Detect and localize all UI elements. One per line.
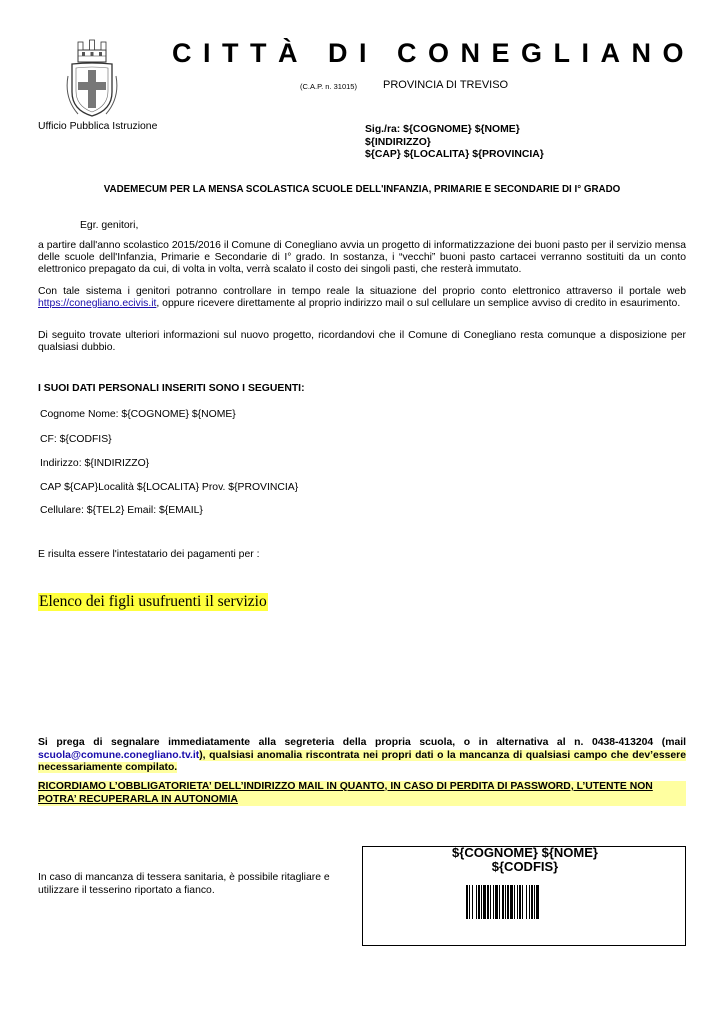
field-tax-code: CF: ${CODFIS} [40, 434, 112, 445]
info-paragraph: Di seguito trovate ulteriori informazioni sul nuovo progetto, ricordandovi che il Comune di Conegliano resta comunque a disposizione per qualsiasi dubbio. [38, 330, 686, 353]
document-title: VADEMECUM PER LA MENSA SCOLASTICA SCUOLE DELL'INFANZIA, PRIMARIE E SECONDARIE DI I° GRADO [103, 184, 621, 195]
card-instructions: In caso di mancanza di tessera sanitaria, è possibile ritagliare e utilizzare il tesserino riportato a fianco. [38, 872, 330, 896]
portal-text-before: Con tale sistema i genitori potranno controllare in tempo reale la situazione del proprio conto elettronico attraverso il portale web [38, 286, 686, 297]
card-holder-name: ${COGNOME} ${NOME} [452, 845, 598, 860]
field-address: Indirizzo: ${INDIRIZZO} [40, 458, 150, 469]
portal-text-after: , oppure ricevere direttamente al proprio indirizzo mail o sul cellulare un semplice avviso di credito in esaurimento. [156, 298, 681, 309]
recipient-address [365, 124, 544, 162]
recipient-city: ${CAP} ${LOCALITA} ${PROVINCIA} [365, 149, 544, 160]
payer-line: E risulta essere l'intestatario dei pagamenti per : [38, 549, 260, 560]
school-email-link[interactable]: scuola@comune.conegliano.tv.it [38, 749, 200, 761]
card-tax-code: ${CODFIS} [491, 859, 559, 874]
municipal-crest-icon [64, 36, 120, 120]
field-cap-locality: CAP ${CAP}Località ${LOCALITA} Prov. ${PROVINCIA} [40, 482, 299, 493]
portal-link[interactable]: https://conegliano.ecivis.it [38, 298, 157, 309]
office-name: Ufficio Pubblica Istruzione [38, 121, 158, 132]
email-reminder: RICORDIAMO L’OBBLIGATORIETA’ DELL’INDIRIZZO MAIL IN QUANTO, IN CASO DI PERDITA DI PASSWORD, L’UTENTE NON POTRA’ RECUPERARLA IN AUTONOMIA [38, 781, 686, 806]
city-title: CITTÀ DI CONEGLIANO [172, 38, 695, 68]
postal-code: (C.A.P. n. 31015) [300, 82, 357, 91]
warning-text-after: ), qualsiasi anomalia riscontrata nei propri dati o la mancanza di qualsiasi campo che dev’essere necessariamente compilato. [38, 749, 686, 773]
recipient-name: Sig./ra: ${COGNOME} ${NOME} [365, 124, 520, 135]
anomaly-warning [38, 737, 686, 775]
field-contacts: Cellulare: ${TEL2} Email: ${EMAIL} [40, 505, 203, 516]
barcode-icon [465, 885, 571, 919]
portal-paragraph [38, 286, 686, 310]
province-label: PROVINCIA DI TREVISO [383, 79, 509, 91]
recipient-street: ${INDIRIZZO} [365, 136, 431, 148]
warning-text-before: Si prega di segnalare immediatamente alla segreteria della propria scuola, o in alternativa al n. 0438-413204 (mail [38, 737, 686, 748]
children-list: Elenco dei figli usufruenti il servizio [39, 593, 267, 610]
greeting: Egr. genitori, [80, 220, 139, 231]
field-name: Cognome Nome: ${COGNOME} ${NOME} [40, 409, 236, 420]
cut-out-card [362, 846, 686, 946]
intro-paragraph: a partire dall'anno scolastico 2015/2016 il Comune di Conegliano avvia un progetto di informatizzazione dei buoni pasto per il servizio mensa delle scuole dell'Infanzia, Primarie e Secondarie di I° grado. In sostanza, i “vecchi” buoni pasto cartacei verranno sostituiti da un conto elettronico prepagato da cui, di volta in volta, verrà scalato il costo dei singoli pasti, che resterà immutato. [38, 240, 686, 275]
personal-data-heading: I SUOI DATI PERSONALI INSERITI SONO I SEGUENTI: [38, 383, 305, 394]
